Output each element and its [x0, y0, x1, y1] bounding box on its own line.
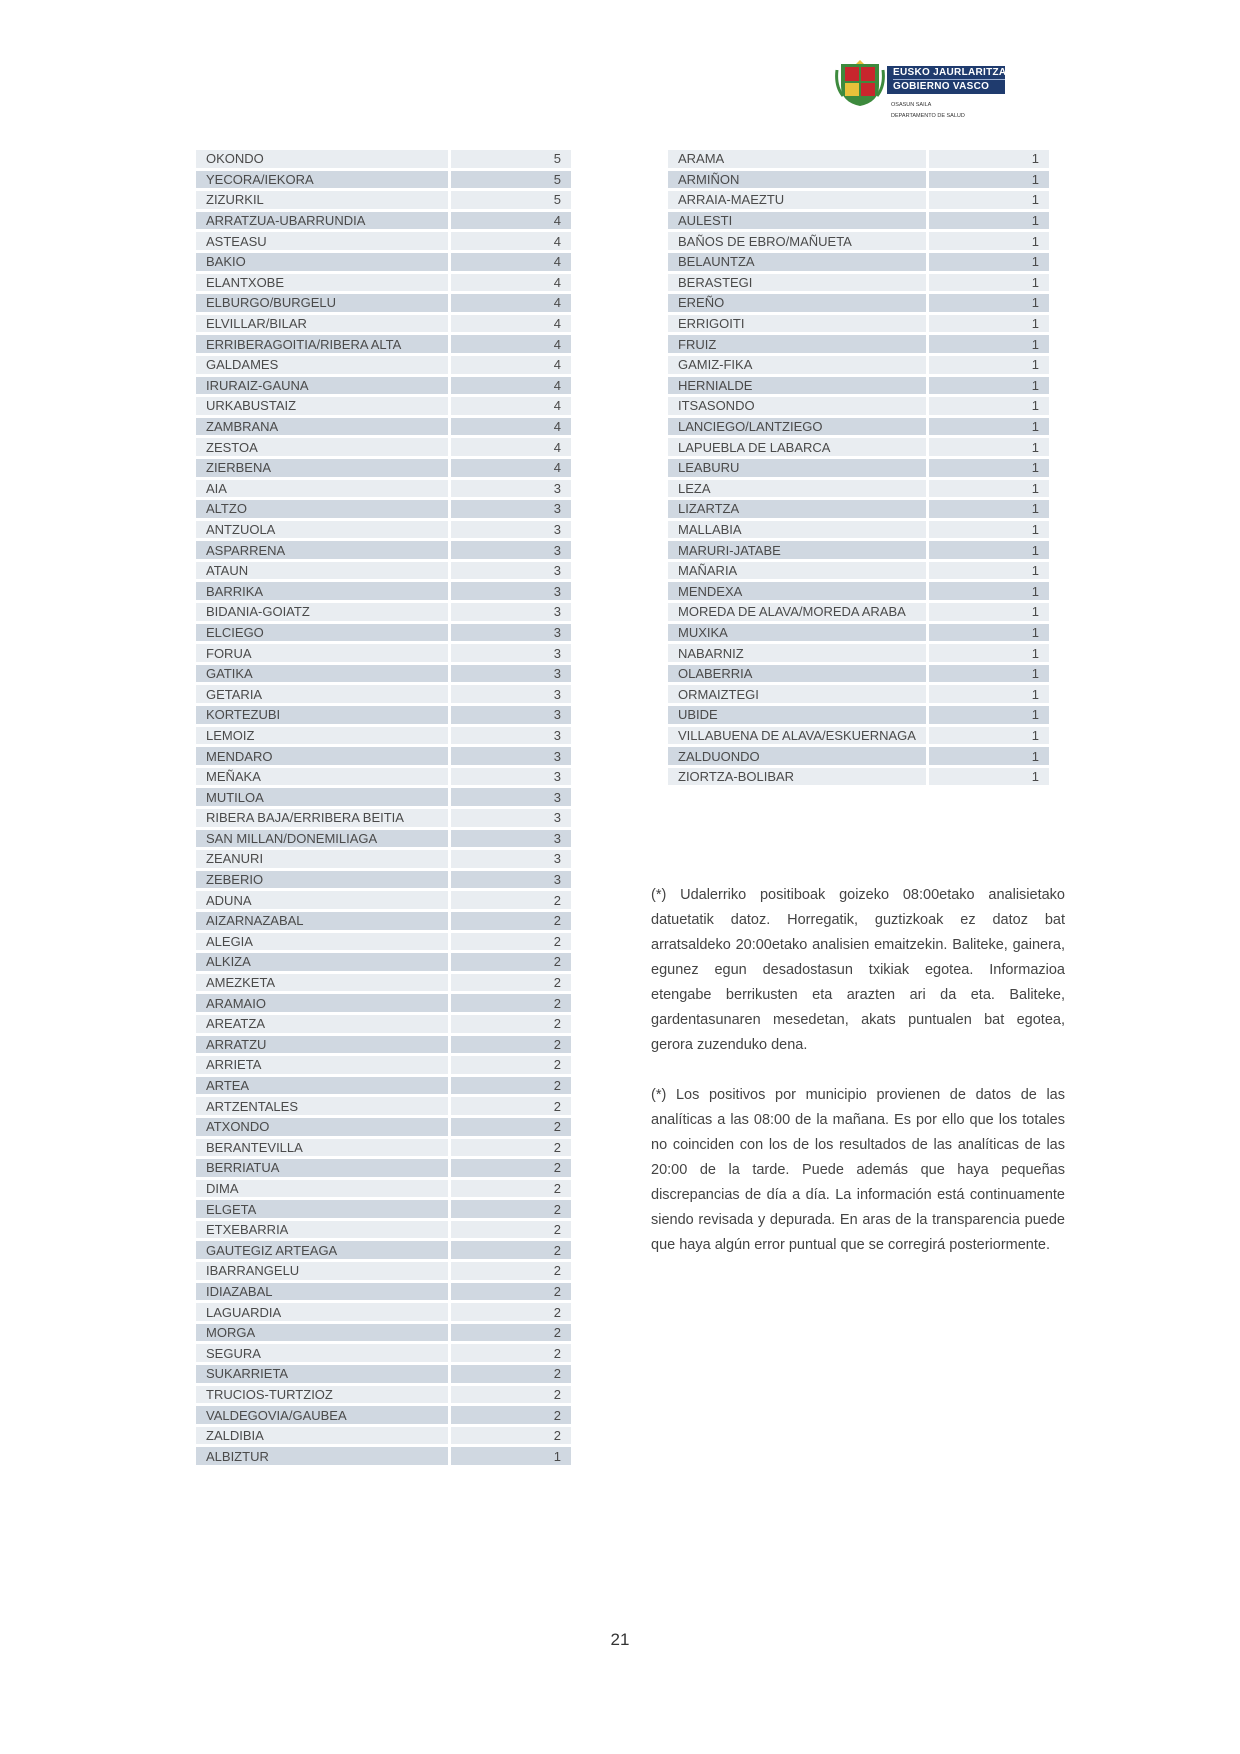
positive-count: 2: [451, 994, 571, 1012]
table-row: [196, 747, 571, 765]
municipality-name: ZALDIBIA: [196, 1427, 448, 1445]
municipality-name: MENDARO: [196, 747, 448, 765]
municipality-name: HERNIALDE: [668, 377, 926, 395]
municipality-name: ERRIBERAGOITIA/RIBERA ALTA: [196, 335, 448, 353]
table-row: [196, 871, 571, 889]
municipality-name: ZEANURI: [196, 850, 448, 868]
municipality-name: BARRIKA: [196, 582, 448, 600]
positive-count: 2: [451, 1303, 571, 1321]
table-row: [196, 1262, 571, 1280]
municipality-name: ELANTXOBE: [196, 274, 448, 292]
municipality-name: ARAMA: [668, 150, 926, 168]
table-row: [668, 768, 1049, 786]
positive-count: 1: [929, 644, 1049, 662]
table-row: [668, 624, 1049, 642]
positive-count: 3: [451, 768, 571, 786]
table-row: [196, 397, 571, 415]
municipality-name: GETARIA: [196, 685, 448, 703]
table-row: [668, 500, 1049, 518]
table-row: [196, 541, 571, 559]
table-row: [196, 1344, 571, 1362]
note-spanish: (*) Los positivos por municipio provienen de datos de las analíticas a las 08:00 de la mañana. Es por ello que los totales no coinciden con los de los resultados de las analíticas de las 20:00 de la tarde. Puede además que haya pequeñas discrepancias de día a día. La información está continuamente siendo revisada y depurada. En aras de la transparencia puede que haya algún error puntual que se corregirá posteriormente.: [651, 1087, 1065, 1253]
positive-count: 3: [451, 603, 571, 621]
municipality-name: ELBURGO/BURGELU: [196, 294, 448, 312]
municipality-name: KORTEZUBI: [196, 706, 448, 724]
municipality-name: BAKIO: [196, 253, 448, 271]
positive-count: 1: [929, 727, 1049, 745]
positive-count: 2: [451, 1221, 571, 1239]
positive-count: 1: [929, 171, 1049, 189]
municipality-name: AULESTI: [668, 212, 926, 230]
positive-count: 1: [929, 377, 1049, 395]
municipality-name: ELVILLAR/BILAR: [196, 315, 448, 333]
table-row: [668, 253, 1049, 271]
municipality-name: ELCIEGO: [196, 624, 448, 642]
municipality-name: MEÑAKA: [196, 768, 448, 786]
municipality-name: OKONDO: [196, 150, 448, 168]
table-row: [196, 624, 571, 642]
government-logo: [835, 56, 1015, 126]
table-row: [668, 459, 1049, 477]
positive-count: 2: [451, 1097, 571, 1115]
positive-count: 1: [929, 294, 1049, 312]
positive-count: 4: [451, 212, 571, 230]
municipality-name: EREÑO: [668, 294, 926, 312]
positive-count: 3: [451, 788, 571, 806]
table-row: [196, 603, 571, 621]
table-row: [668, 274, 1049, 292]
municipality-name: ADUNA: [196, 891, 448, 909]
municipality-name: FRUIZ: [668, 335, 926, 353]
table-row: [668, 644, 1049, 662]
positive-count: 1: [929, 253, 1049, 271]
table-row: [196, 1097, 571, 1115]
municipality-name: NABARNIZ: [668, 644, 926, 662]
municipality-name: ARRIETA: [196, 1056, 448, 1074]
municipality-name: BERANTEVILLA: [196, 1139, 448, 1157]
positive-count: 4: [451, 418, 571, 436]
municipality-name: IRURAIZ-GAUNA: [196, 377, 448, 395]
table-row: [196, 274, 571, 292]
positive-count: 1: [929, 541, 1049, 559]
positive-count: 3: [451, 685, 571, 703]
positive-count: 4: [451, 397, 571, 415]
municipality-name: UBIDE: [668, 706, 926, 724]
municipality-name: ASPARRENA: [196, 541, 448, 559]
municipality-name: ALBIZTUR: [196, 1447, 448, 1465]
positive-count: 1: [929, 438, 1049, 456]
positive-count: 1: [929, 500, 1049, 518]
municipality-name: ASTEASU: [196, 232, 448, 250]
municipality-name: ARTEA: [196, 1077, 448, 1095]
positive-count: 1: [929, 459, 1049, 477]
municipality-name: ALKIZA: [196, 953, 448, 971]
municipality-name: ITSASONDO: [668, 397, 926, 415]
note-basque: (*) Udalerriko positiboak goizeko 08:00etako analisietako datuetatik datoz. Horregatik, guztizkoak ez datoz bat arratsaldeko 20:00etako analisien emaitzekin. Baliteke, gainera, egunez egun desadostasun txikiak egotea. Informazioa etengabe berrikusten eta arazten ari da eta. Baliteke, gardentasunaren mesedetan, akats puntualen bat egotea, gerora zuzenduko dena.: [651, 887, 1065, 1053]
municipality-name: ATAUN: [196, 562, 448, 580]
municipality-name: ATXONDO: [196, 1118, 448, 1136]
positive-count: 1: [929, 582, 1049, 600]
positive-count: 3: [451, 562, 571, 580]
positive-count: 1: [929, 603, 1049, 621]
table-row: [196, 1015, 571, 1033]
table-row: [196, 1036, 571, 1054]
table-row: [196, 1180, 571, 1198]
table-row: [196, 1386, 571, 1404]
page-number: 21: [610, 1630, 630, 1649]
positive-count: 2: [451, 1386, 571, 1404]
positive-count: 1: [929, 480, 1049, 498]
positive-count: 2: [451, 1139, 571, 1157]
municipality-name: LEABURU: [668, 459, 926, 477]
logo-line-2: GOBIERNO VASCO: [893, 81, 990, 92]
positive-count: 1: [929, 747, 1049, 765]
table-row: [668, 397, 1049, 415]
municipality-name: MENDEXA: [668, 582, 926, 600]
positive-count: 4: [451, 294, 571, 312]
table-row: [196, 171, 571, 189]
table-row: [668, 480, 1049, 498]
positive-count: 3: [451, 706, 571, 724]
table-row: [196, 315, 571, 333]
positive-count: 3: [451, 809, 571, 827]
positive-count: 3: [451, 521, 571, 539]
table-row: [196, 150, 571, 168]
municipality-name: YECORA/IEKORA: [196, 171, 448, 189]
positive-count: 1: [929, 521, 1049, 539]
positive-count: 2: [451, 1344, 571, 1362]
table-row: [196, 912, 571, 930]
table-row: [196, 232, 571, 250]
positive-count: 1: [929, 150, 1049, 168]
table-row: [196, 438, 571, 456]
municipality-name: ORMAIZTEGI: [668, 685, 926, 703]
municipality-name: LEMOIZ: [196, 727, 448, 745]
table-row: [196, 1221, 571, 1239]
municipality-name: LIZARTZA: [668, 500, 926, 518]
municipality-name: ANTZUOLA: [196, 521, 448, 539]
positive-count: 2: [451, 974, 571, 992]
municipality-name: ZESTOA: [196, 438, 448, 456]
table-row: [196, 253, 571, 271]
dept-line-2: DEPARTAMENTO DE SALUD: [891, 113, 965, 119]
positive-count: 2: [451, 1056, 571, 1074]
municipality-name: ZIERBENA: [196, 459, 448, 477]
positive-count: 3: [451, 665, 571, 683]
municipality-name: ZIZURKIL: [196, 191, 448, 209]
municipality-name: ARMIÑON: [668, 171, 926, 189]
municipality-name: GATIKA: [196, 665, 448, 683]
table-row: [196, 1324, 571, 1342]
positive-count: 3: [451, 830, 571, 848]
positive-count: 3: [451, 480, 571, 498]
municipality-name: OLABERRIA: [668, 665, 926, 683]
positive-count: 4: [451, 438, 571, 456]
positive-count: 3: [451, 850, 571, 868]
table-row: [196, 1056, 571, 1074]
table-row: [196, 685, 571, 703]
positive-count: 2: [451, 912, 571, 930]
municipality-name: LANCIEGO/LANTZIEGO: [668, 418, 926, 436]
positive-count: 1: [929, 768, 1049, 786]
positive-count: 2: [451, 1118, 571, 1136]
table-row: [196, 994, 571, 1012]
municipality-name: ELGETA: [196, 1200, 448, 1218]
positive-count: 2: [451, 1036, 571, 1054]
positive-count: 3: [451, 871, 571, 889]
municipality-name: MORGA: [196, 1324, 448, 1342]
municipality-table-right: [665, 147, 1052, 788]
positive-count: 1: [929, 335, 1049, 353]
table-row: [196, 809, 571, 827]
municipality-name: MUXIKA: [668, 624, 926, 642]
table-row: [196, 953, 571, 971]
table-row: [196, 1303, 571, 1321]
municipality-name: RIBERA BAJA/ERRIBERA BEITIA: [196, 809, 448, 827]
table-row: [196, 727, 571, 745]
table-row: [668, 212, 1049, 230]
table-row: [196, 1365, 571, 1383]
positive-count: 2: [451, 1283, 571, 1301]
table-row: [196, 521, 571, 539]
table-row: [668, 335, 1049, 353]
table-row: [196, 1241, 571, 1259]
municipality-name: BIDANIA-GOIATZ: [196, 603, 448, 621]
table-row: [196, 706, 571, 724]
positive-count: 2: [451, 891, 571, 909]
table-row: [668, 294, 1049, 312]
table-row: [196, 665, 571, 683]
municipality-name: AIZARNAZABAL: [196, 912, 448, 930]
municipality-name: SEGURA: [196, 1344, 448, 1362]
positive-count: 1: [929, 665, 1049, 683]
notes-section: [651, 883, 1065, 1283]
table-row: [668, 582, 1049, 600]
table-row: [196, 335, 571, 353]
table-row: [196, 644, 571, 662]
table-row: [196, 212, 571, 230]
municipality-name: MALLABIA: [668, 521, 926, 539]
positive-count: 5: [451, 150, 571, 168]
table-row: [196, 850, 571, 868]
table-row: [196, 1427, 571, 1445]
table-row: [668, 747, 1049, 765]
positive-count: 1: [929, 706, 1049, 724]
table-row: [668, 356, 1049, 374]
positive-count: 4: [451, 377, 571, 395]
table-row: [668, 541, 1049, 559]
table-row: [196, 294, 571, 312]
positive-count: 2: [451, 933, 571, 951]
table-row: [196, 1447, 571, 1465]
positive-count: 3: [451, 747, 571, 765]
table-row: [668, 171, 1049, 189]
table-row: [196, 1283, 571, 1301]
municipality-name: ZAMBRANA: [196, 418, 448, 436]
table-row: [196, 830, 571, 848]
municipality-name: BERRIATUA: [196, 1159, 448, 1177]
table-row: [196, 1200, 571, 1218]
municipality-name: GAUTEGIZ ARTEAGA: [196, 1241, 448, 1259]
table-row: [196, 480, 571, 498]
table-row: [196, 377, 571, 395]
table-row: [196, 582, 571, 600]
table-row: [196, 768, 571, 786]
logo-band: [887, 66, 1005, 94]
positive-count: 2: [451, 1200, 571, 1218]
positive-count: 2: [451, 1427, 571, 1445]
municipality-name: DIMA: [196, 1180, 448, 1198]
positive-count: 3: [451, 541, 571, 559]
municipality-name: VALDEGOVIA/GAUBEA: [196, 1406, 448, 1424]
positive-count: 2: [451, 1159, 571, 1177]
positive-count: 4: [451, 232, 571, 250]
table-row: [196, 788, 571, 806]
positive-count: 1: [929, 315, 1049, 333]
positive-count: 1: [929, 624, 1049, 642]
municipality-table-left: [193, 147, 574, 1468]
municipality-name: ARRATZUA-UBARRUNDIA: [196, 212, 448, 230]
table-row: [196, 500, 571, 518]
municipality-name: MOREDA DE ALAVA/MOREDA ARABA: [668, 603, 926, 621]
table-row: [196, 933, 571, 951]
municipality-name: LEZA: [668, 480, 926, 498]
positive-count: 2: [451, 1406, 571, 1424]
positive-count: 3: [451, 582, 571, 600]
municipality-name: ARRAIA-MAEZTU: [668, 191, 926, 209]
municipality-name: ARTZENTALES: [196, 1097, 448, 1115]
table-row: [196, 191, 571, 209]
table-row: [668, 521, 1049, 539]
municipality-name: ARRATZU: [196, 1036, 448, 1054]
positive-count: 1: [929, 685, 1049, 703]
positive-count: 3: [451, 624, 571, 642]
positive-count: 1: [929, 397, 1049, 415]
table-row: [196, 1159, 571, 1177]
table-row: [668, 150, 1049, 168]
table-row: [196, 562, 571, 580]
municipality-name: AMEZKETA: [196, 974, 448, 992]
municipality-name: TRUCIOS-TURTZIOZ: [196, 1386, 448, 1404]
municipality-name: ERRIGOITI: [668, 315, 926, 333]
municipality-name: MUTILOA: [196, 788, 448, 806]
municipality-name: ZEBERIO: [196, 871, 448, 889]
table-row: [668, 706, 1049, 724]
municipality-name: SUKARRIETA: [196, 1365, 448, 1383]
positive-count: 3: [451, 727, 571, 745]
table-row: [196, 356, 571, 374]
municipality-name: ETXEBARRIA: [196, 1221, 448, 1239]
table-row: [668, 377, 1049, 395]
positive-count: 4: [451, 459, 571, 477]
positive-count: 2: [451, 1015, 571, 1033]
municipality-name: FORUA: [196, 644, 448, 662]
table-row: [668, 562, 1049, 580]
positive-count: 2: [451, 1077, 571, 1095]
positive-count: 2: [451, 1262, 571, 1280]
table-row: [668, 315, 1049, 333]
table-row: [668, 685, 1049, 703]
table-row: [196, 891, 571, 909]
positive-count: 2: [451, 1241, 571, 1259]
positive-count: 5: [451, 191, 571, 209]
table-row: [668, 665, 1049, 683]
positive-count: 1: [929, 191, 1049, 209]
table-row: [196, 1077, 571, 1095]
municipality-name: BELAUNTZA: [668, 253, 926, 271]
positive-count: 1: [451, 1447, 571, 1465]
municipality-name: MARURI-JATABE: [668, 541, 926, 559]
table-row: [196, 1118, 571, 1136]
dept-line-1: OSASUN SAILA: [891, 102, 932, 108]
municipality-name: MAÑARIA: [668, 562, 926, 580]
table-row: [196, 1139, 571, 1157]
positive-count: 4: [451, 253, 571, 271]
table-row: [668, 232, 1049, 250]
municipality-name: URKABUSTAIZ: [196, 397, 448, 415]
positive-count: 1: [929, 418, 1049, 436]
table-row: [196, 418, 571, 436]
table-row: [196, 459, 571, 477]
positive-count: 2: [451, 1324, 571, 1342]
logo-line-1: EUSKO JAURLARITZA: [893, 67, 1007, 78]
municipality-name: ALTZO: [196, 500, 448, 518]
positive-count: 1: [929, 232, 1049, 250]
municipality-name: ZIORTZA-BOLIBAR: [668, 768, 926, 786]
municipality-name: ALEGIA: [196, 933, 448, 951]
municipality-name: AREATZA: [196, 1015, 448, 1033]
municipality-name: IDIAZABAL: [196, 1283, 448, 1301]
positive-count: 4: [451, 356, 571, 374]
municipality-name: IBARRANGELU: [196, 1262, 448, 1280]
municipality-name: LAGUARDIA: [196, 1303, 448, 1321]
table-row: [196, 1406, 571, 1424]
table-row: [196, 974, 571, 992]
municipality-name: VILLABUENA DE ALAVA/ESKUERNAGA: [668, 727, 926, 745]
municipality-name: BAÑOS DE EBRO/MAÑUETA: [668, 232, 926, 250]
positive-count: 2: [451, 1180, 571, 1198]
positive-count: 1: [929, 274, 1049, 292]
positive-count: 1: [929, 212, 1049, 230]
coat-of-arms-icon: [835, 56, 885, 108]
table-row: [668, 191, 1049, 209]
municipality-name: ZALDUONDO: [668, 747, 926, 765]
positive-count: 4: [451, 274, 571, 292]
municipality-name: SAN MILLAN/DONEMILIAGA: [196, 830, 448, 848]
municipality-name: LAPUEBLA DE LABARCA: [668, 438, 926, 456]
table-row: [668, 603, 1049, 621]
municipality-name: GALDAMES: [196, 356, 448, 374]
positive-count: 2: [451, 1365, 571, 1383]
municipality-name: GAMIZ-FIKA: [668, 356, 926, 374]
positive-count: 4: [451, 315, 571, 333]
table-row: [668, 438, 1049, 456]
positive-count: 1: [929, 356, 1049, 374]
municipality-name: BERASTEGI: [668, 274, 926, 292]
municipality-name: ARAMAIO: [196, 994, 448, 1012]
positive-count: 1: [929, 562, 1049, 580]
table-row: [668, 418, 1049, 436]
municipality-name: AIA: [196, 480, 448, 498]
department-name: [891, 100, 965, 122]
table-row: [668, 727, 1049, 745]
positive-count: 5: [451, 171, 571, 189]
positive-count: 3: [451, 500, 571, 518]
positive-count: 2: [451, 953, 571, 971]
positive-count: 3: [451, 644, 571, 662]
positive-count: 4: [451, 335, 571, 353]
